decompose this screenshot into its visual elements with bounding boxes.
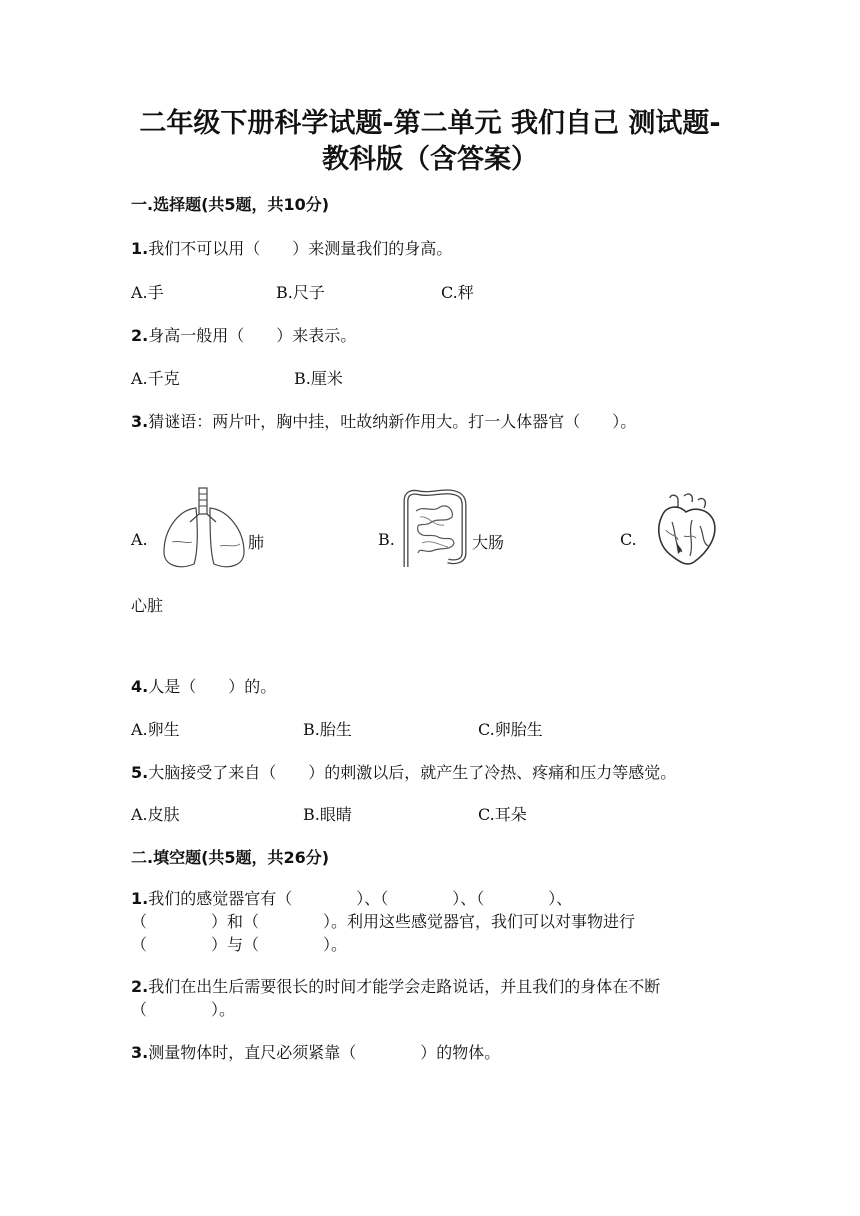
question-2-text: 身高一般用（ ）来表示。 (148, 326, 357, 345)
question-5-text: 大脑接受了来自（ ）的刺激以后，就产生了冷热、疼痛和压力等感觉。 (148, 763, 677, 782)
q5-option-c: C.耳朵 (478, 805, 527, 824)
q3-option-c-text: 心脏 (131, 596, 164, 615)
q4-option-a: A.卵生 (131, 720, 180, 739)
fill-2-line1 (131, 974, 660, 997)
lungs-icon (158, 486, 250, 574)
large-intestine-icon (396, 487, 472, 571)
question-3-text: 猜谜语：两片叶，胸中挂，吐故纳新作用大。打一人体器官（ ）。 (148, 412, 637, 431)
q3-option-b-text: 大肠 (472, 533, 505, 552)
question-3 (131, 409, 636, 432)
q5-option-a: A.皮肤 (131, 805, 180, 824)
fill-3-number: 3. (131, 1043, 149, 1062)
question-4-number: 4. (131, 677, 149, 696)
q4-option-c: C.卵胎生 (478, 720, 543, 739)
q2-option-b: B.厘米 (294, 369, 343, 388)
question-1 (131, 236, 452, 259)
question-3-number: 3. (131, 412, 149, 431)
fill-1-text: 我们的感觉器官有（ ）、（ ）、（ ）、 (148, 889, 573, 908)
fill-1-line3: （ ）与（ ）。 (131, 935, 348, 954)
q3-option-b-label: B. (378, 530, 395, 549)
q1-option-c: C.秤 (441, 283, 474, 302)
q5-option-b: B.眼睛 (303, 805, 352, 824)
q3-option-c-label: C. (620, 530, 637, 549)
fill-3 (131, 1040, 500, 1063)
section-fill-heading: 二.填空题(共5题，共26分) (131, 848, 330, 867)
fill-2-line2: （ ）。 (131, 1000, 236, 1019)
q3-option-a-label: A. (131, 530, 148, 549)
question-2 (131, 323, 356, 346)
question-2-number: 2. (131, 326, 149, 345)
question-5 (131, 760, 676, 783)
page-title-line1: 二年级下册科学试题-第二单元 我们自己 测试题- (139, 108, 721, 139)
fill-1-line1 (131, 886, 572, 909)
question-1-number: 1. (131, 239, 149, 258)
q1-option-a: A.手 (131, 283, 164, 302)
fill-1-line2: （ ）和（ ）。利用这些感觉器官，我们可以对事物进行 (131, 912, 636, 931)
q3-option-a-text: 肺 (248, 533, 265, 552)
fill-1-number: 1. (131, 889, 149, 908)
question-1-text: 我们不可以用（ ）来测量我们的身高。 (148, 239, 453, 258)
question-5-number: 5. (131, 763, 149, 782)
q2-option-a: A.千克 (131, 369, 180, 388)
question-4 (131, 674, 276, 697)
q1-option-b: B.尺子 (276, 283, 325, 302)
page-title-line2: 教科版（含答案） (322, 144, 538, 175)
section-choice-heading: 一.选择题(共5题，共10分) (131, 195, 330, 214)
fill-2-number: 2. (131, 977, 149, 996)
heart-icon (648, 492, 724, 568)
q4-option-b: B.胎生 (303, 720, 352, 739)
question-4-text: 人是（ ）的。 (148, 677, 277, 696)
fill-2-text: 我们在出生后需要很长的时间才能学会走路说话，并且我们的身体在不断 (148, 977, 661, 996)
fill-3-text: 测量物体时，直尺必须紧靠（ ）的物体。 (148, 1043, 501, 1062)
